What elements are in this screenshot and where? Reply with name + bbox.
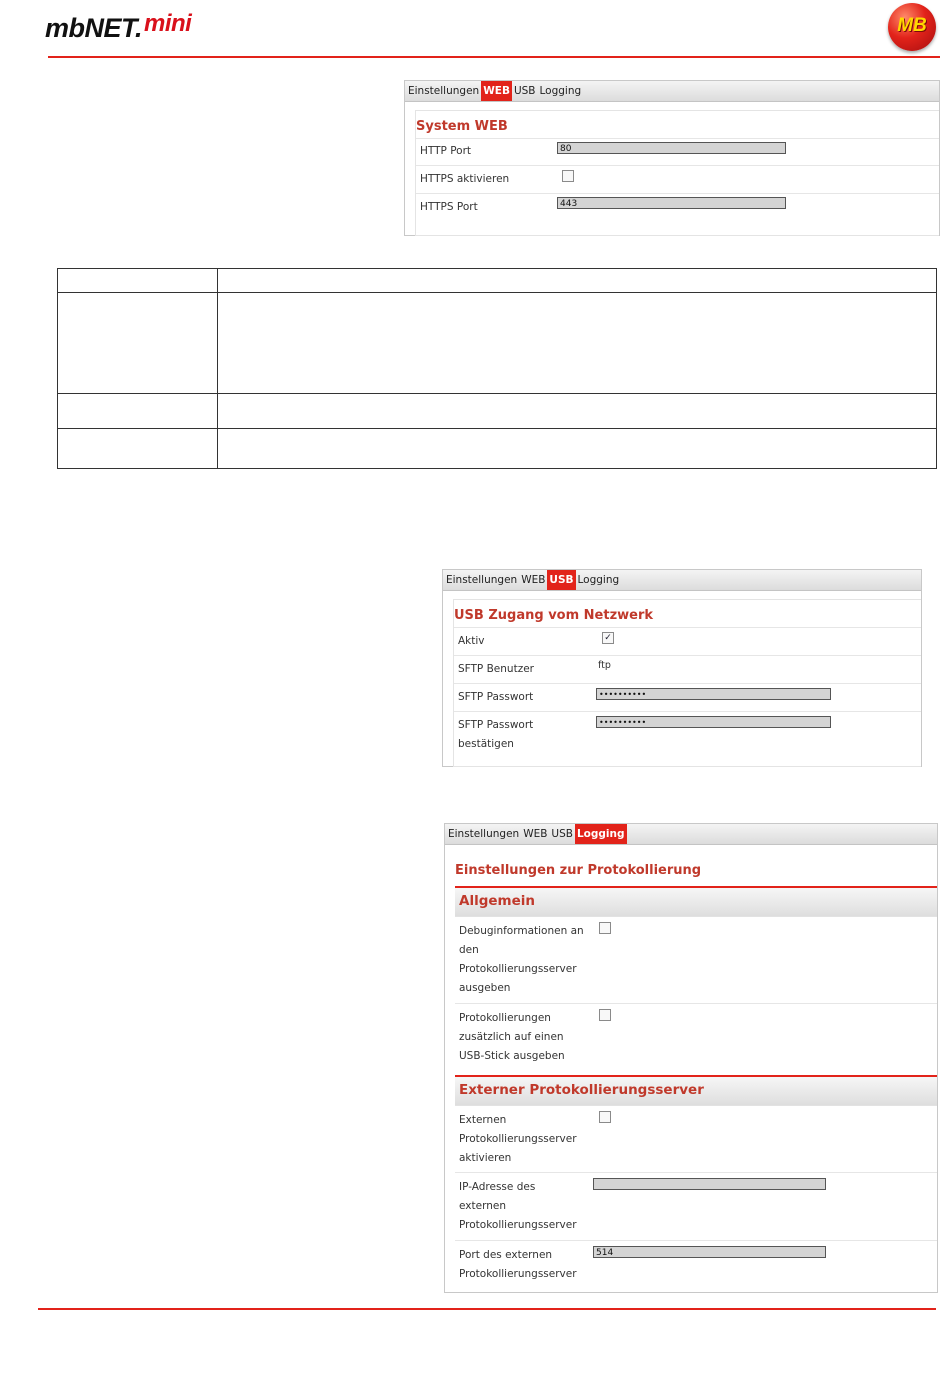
tab-einstellungen[interactable]: Einstellungen (446, 574, 518, 586)
ip-label-2: externen (459, 1200, 506, 1212)
table-column-divider (217, 269, 218, 468)
tab-web[interactable]: WEB (523, 828, 548, 840)
https-port-input[interactable]: 443 (557, 197, 786, 209)
debug-checkbox[interactable] (599, 922, 611, 934)
ip-address-input[interactable] (593, 1178, 826, 1190)
aktiv-row (454, 627, 921, 655)
sftp-user-value: ftp (598, 660, 611, 671)
tab-logging[interactable]: Logging (575, 824, 627, 844)
debug-row (455, 916, 937, 1003)
aktiv-checkbox[interactable]: ✓ (602, 632, 614, 644)
sftp-password-confirm-label-1: SFTP Passwort (458, 719, 534, 731)
table-row-divider (58, 428, 936, 429)
usb-form (453, 599, 921, 767)
page-title: USB Zugang vom Netzwerk (454, 608, 654, 623)
ip-label-3: Protokollierungsserver (459, 1219, 577, 1231)
sftp-user-row (454, 655, 921, 683)
tab-logging[interactable]: Logging (539, 85, 582, 97)
http-port-row (416, 138, 939, 165)
port-label-1: Port des externen (459, 1249, 553, 1261)
http-port-input[interactable]: 80 (557, 142, 786, 154)
https-port-row (416, 193, 939, 220)
port-label-2: Protokollierungsserver (459, 1268, 577, 1280)
sftp-password-confirm-label-2: bestätigen (458, 738, 514, 750)
usb-log-row (455, 1003, 937, 1071)
brand-logo-text (45, 10, 191, 44)
tab-bar (405, 81, 939, 102)
logo-text: MB (897, 15, 927, 36)
port-row (455, 1240, 937, 1285)
sftp-password-confirm-row (454, 711, 921, 756)
footer-rule (38, 1308, 936, 1310)
debug-label-2: den (459, 944, 479, 956)
https-enable-label: HTTPS aktivieren (420, 173, 510, 185)
logging-settings-panel (444, 823, 938, 1293)
header-rule (48, 56, 940, 58)
tab-usb[interactable]: USB (513, 85, 536, 97)
sftp-user-label: SFTP Benutzer (458, 663, 534, 675)
table-row-divider (58, 292, 936, 293)
ext-enable-label-2: Protokollierungsserver (459, 1133, 577, 1145)
brand-main: mbNET. (45, 13, 142, 43)
tab-bar (443, 570, 921, 591)
ext-enable-row (455, 1105, 937, 1172)
logging-form (455, 855, 937, 1285)
usb-settings-panel (442, 569, 922, 767)
ext-enable-label-3: aktivieren (459, 1152, 512, 1164)
section-allgemein: Allgemein (455, 886, 937, 916)
port-input[interactable]: 514 (593, 1246, 826, 1258)
tab-einstellungen[interactable]: Einstellungen (408, 85, 480, 97)
parameter-table (57, 268, 937, 469)
sftp-password-label: SFTP Passwort (458, 691, 534, 703)
http-port-label: HTTP Port (420, 145, 472, 157)
web-settings-panel (404, 80, 940, 236)
debug-label-3: Protokollierungsserver (459, 963, 577, 975)
sftp-password-input[interactable]: •••••••••• (596, 688, 831, 700)
usb-log-checkbox[interactable] (599, 1009, 611, 1021)
page-title: System WEB (416, 119, 508, 134)
sftp-password-row (454, 683, 921, 711)
ext-enable-checkbox[interactable] (599, 1111, 611, 1123)
https-enable-checkbox[interactable] (562, 170, 574, 182)
tab-usb[interactable]: USB (547, 570, 575, 590)
ip-address-row (455, 1172, 937, 1240)
section-external-server: Externer Protokollierungsserver (455, 1075, 937, 1105)
https-port-label: HTTPS Port (420, 201, 478, 213)
tab-einstellungen[interactable]: Einstellungen (448, 828, 520, 840)
web-form (415, 110, 939, 236)
tab-logging[interactable]: Logging (577, 574, 620, 586)
tab-web[interactable]: WEB (481, 81, 512, 101)
tab-bar (445, 824, 937, 845)
table-row-divider (58, 393, 936, 394)
debug-label-1: Debuginformationen an (459, 925, 584, 937)
usb-log-label-1: Protokollierungen (459, 1012, 551, 1024)
ext-enable-label-1: Externen (459, 1114, 507, 1126)
aktiv-label: Aktiv (458, 635, 485, 647)
ip-label-1: IP-Adresse des (459, 1181, 536, 1193)
debug-label-4: ausgeben (459, 982, 511, 994)
usb-log-label-2: zusätzlich auf einen (459, 1031, 564, 1043)
page-title: Einstellungen zur Protokollierung (455, 863, 702, 878)
sftp-password-confirm-input[interactable]: •••••••••• (596, 716, 831, 728)
brand-sub: mini (144, 10, 192, 37)
tab-usb[interactable]: USB (551, 828, 573, 840)
tab-web[interactable]: WEB (521, 574, 546, 586)
https-enable-row (416, 165, 939, 193)
usb-log-label-3: USB-Stick ausgeben (459, 1050, 565, 1062)
mb-logo-icon (888, 3, 936, 51)
